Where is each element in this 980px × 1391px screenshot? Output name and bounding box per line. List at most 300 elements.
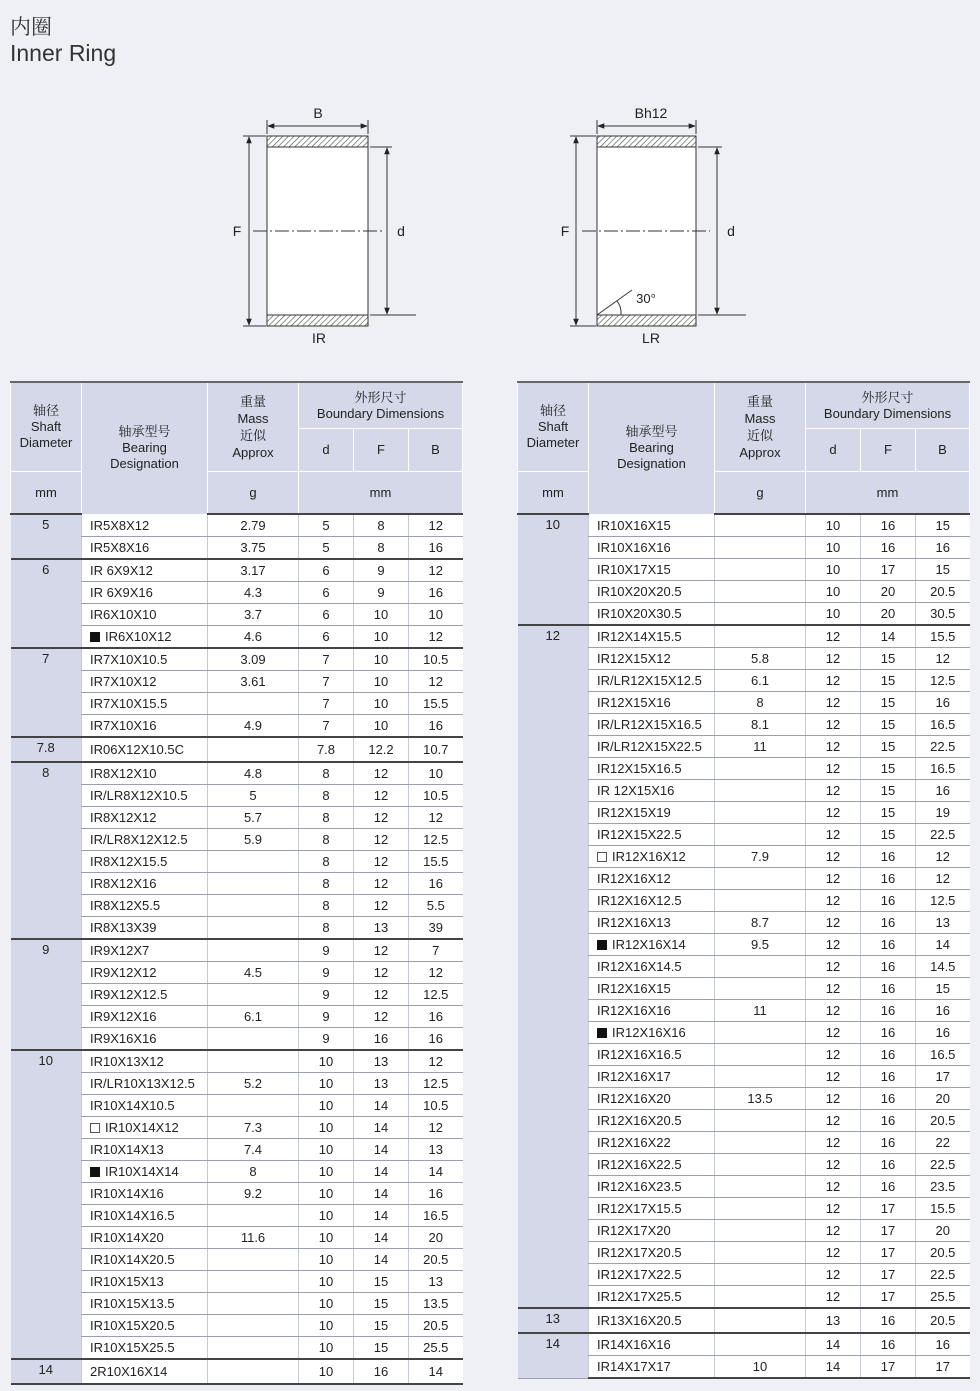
mass-cell [715,1044,806,1066]
mass-cell [715,890,806,912]
designation-cell [82,829,208,851]
designation-cell [589,648,715,670]
f-cell: 10 [354,693,409,715]
b-cell: 13 [409,1139,463,1161]
designation-cell [589,1264,715,1286]
b-cell: 22.5 [916,736,970,758]
designation-text: IR12X14X15.5 [597,629,682,644]
designation-cell [589,581,715,603]
designation-cell [589,780,715,802]
f-cell: 12 [354,984,409,1006]
f-cell: 14 [354,1117,409,1139]
left-dimension-table [10,381,463,1385]
b-cell: 16 [409,582,463,604]
d-cell: 12 [806,1220,861,1242]
designation-text: IR12X17X22.5 [597,1267,682,1282]
b-cell: 19 [916,802,970,824]
designation-text: IR10X15X20.5 [90,1318,175,1333]
designation-text: IR/LR8X12X10.5 [90,788,188,803]
b-cell: 20 [916,1088,970,1110]
header-mass: 重量 Mass 近似 Approx [208,382,299,472]
f-cell: 15 [861,780,916,802]
d-cell: 12 [806,1044,861,1066]
designation-cell [589,603,715,626]
designation-text: IR10X14X20 [90,1230,164,1245]
mass-cell [208,1359,299,1384]
mass-cell: 3.61 [208,671,299,693]
d-cell: 12 [806,846,861,868]
d-cell: 10 [806,537,861,559]
d-cell: 10 [299,1205,354,1227]
title-en: Inner Ring [10,40,117,66]
mass-cell: 11 [715,1000,806,1022]
f-cell: 15 [861,824,916,846]
designation-cell [82,514,208,537]
d-cell: 12 [806,692,861,714]
b-cell: 16 [916,537,970,559]
d-cell: 14 [806,1356,861,1379]
b-cell: 12 [409,1050,463,1073]
filled-square-icon [597,1028,607,1038]
b-cell: 16.5 [916,714,970,736]
f-cell: 14 [861,625,916,648]
f-cell: 16 [861,1088,916,1110]
f-cell: 13 [354,917,409,940]
designation-cell [589,1132,715,1154]
d-cell: 9 [299,1028,354,1051]
f-cell: 16 [861,514,916,537]
b-cell: 14.5 [916,956,970,978]
mass-cell: 7.9 [715,846,806,868]
f-cell: 15 [861,692,916,714]
d-cell: 12 [806,890,861,912]
d-cell: 6 [299,559,354,582]
d-cell: 10 [299,1117,354,1139]
f-cell: 16 [861,1308,916,1333]
mass-cell [715,758,806,780]
f-cell: 10 [354,671,409,693]
table-row [11,1050,463,1073]
designation-cell [82,962,208,984]
b-cell: 16 [409,537,463,560]
designation-text: IR9X12X7 [90,943,150,958]
header-b: B [916,429,970,472]
table-row [518,514,970,537]
f-cell: 12 [354,895,409,917]
d-cell: 12 [806,934,861,956]
designation-text: IR/LR8X12X12.5 [90,832,188,847]
designation-text: IR9X16X16 [90,1031,157,1046]
designation-text: IR10X14X16 [90,1186,164,1201]
d-cell: 12 [806,758,861,780]
b-cell: 20.5 [916,1308,970,1333]
header-boundary: 外形尺寸 Boundary Dimensions [299,382,463,429]
b-cell: 20.5 [916,581,970,603]
mass-cell: 2.79 [208,514,299,537]
designation-cell [82,1315,208,1337]
d-cell: 8 [299,895,354,917]
ring-diagrams [0,0,980,380]
designation-text: IR/LR10X13X12.5 [90,1076,195,1091]
d-cell: 7 [299,671,354,693]
mass-cell [715,1264,806,1286]
open-square-icon [90,1123,100,1133]
b-cell: 12 [916,648,970,670]
designation-text: IR/LR12X15X16.5 [597,717,702,732]
d-cell: 12 [806,1198,861,1220]
lr-label-angle: 30° [636,291,656,306]
shaft-diameter-cell: 9 [11,939,82,1050]
b-cell: 16 [916,1333,970,1356]
b-cell: 10.7 [409,737,463,762]
mass-cell [715,868,806,890]
unit-mass: g [208,472,299,515]
mass-cell [715,1220,806,1242]
designation-cell [589,978,715,1000]
b-cell: 12 [409,807,463,829]
designation-cell [589,1242,715,1264]
mass-cell [715,1242,806,1264]
shaft-diameter-cell: 8 [11,762,82,939]
designation-cell [82,785,208,807]
b-cell: 15 [916,514,970,537]
b-cell: 12.5 [409,1073,463,1095]
b-cell: 16 [916,692,970,714]
mass-cell: 11.6 [208,1227,299,1249]
f-cell: 15 [861,714,916,736]
f-cell: 9 [354,559,409,582]
f-cell: 10 [354,626,409,649]
designation-text: IR14X17X17 [597,1359,671,1374]
unit-shaft: mm [11,472,82,515]
d-cell: 10 [299,1095,354,1117]
f-cell: 15 [354,1337,409,1360]
mass-cell [715,1022,806,1044]
designation-cell [589,736,715,758]
designation-cell [589,868,715,890]
designation-text: IR12X16X14.5 [597,959,682,974]
d-cell: 12 [806,736,861,758]
designation-cell [589,1044,715,1066]
b-cell: 15.5 [409,851,463,873]
mass-cell [208,693,299,715]
mass-cell: 11 [715,736,806,758]
unit-dimensions: mm [806,472,970,515]
header-boundary: 外形尺寸 Boundary Dimensions [806,382,970,429]
designation-text: IR12X15X16.5 [597,761,682,776]
designation-cell [82,851,208,873]
d-cell: 10 [299,1050,354,1073]
f-cell: 12 [354,939,409,962]
mass-cell [715,1286,806,1309]
mass-cell [715,1176,806,1198]
f-cell: 16 [861,1022,916,1044]
f-cell: 16 [861,934,916,956]
mass-cell [715,802,806,824]
f-cell: 17 [861,1264,916,1286]
designation-text: IR7X10X12 [90,674,157,689]
mass-cell [715,1333,806,1356]
designation-text: IR10X20X20.5 [597,584,682,599]
designation-text: IR8X12X10 [90,766,157,781]
d-cell: 10 [299,1073,354,1095]
designation-text: IR12X17X20 [597,1223,671,1238]
d-cell: 9 [299,939,354,962]
filled-square-icon [597,940,607,950]
ir-label-d: d [397,223,405,239]
mass-cell [715,1110,806,1132]
designation-cell [589,1000,715,1022]
designation-text: IR8X12X16 [90,876,157,891]
designation-text: IR 6X9X12 [90,563,153,578]
f-cell: 14 [354,1227,409,1249]
b-cell: 12 [409,514,463,537]
header-mass: 重量 Mass 近似 Approx [715,382,806,472]
b-cell: 20 [916,1220,970,1242]
designation-cell [82,1337,208,1360]
ir-label-name: IR [312,330,326,346]
b-cell: 15.5 [916,1198,970,1220]
unit-shaft: mm [518,472,589,515]
mass-cell: 6.1 [715,670,806,692]
designation-cell [589,912,715,934]
designation-text: IR7X10X10.5 [90,652,168,667]
b-cell: 20.5 [916,1110,970,1132]
designation-cell [82,1359,208,1384]
mass-cell: 5 [208,785,299,807]
designation-text: IR10X17X15 [597,562,671,577]
f-cell: 17 [861,559,916,581]
b-cell: 16 [916,1000,970,1022]
mass-cell [715,581,806,603]
d-cell: 7.8 [299,737,354,762]
mass-cell [208,873,299,895]
b-cell: 12 [409,626,463,649]
d-cell: 12 [806,648,861,670]
designation-text: IR12X16X22 [597,1135,671,1150]
designation-cell [82,537,208,560]
f-cell: 16 [861,868,916,890]
d-cell: 12 [806,868,861,890]
mass-cell: 8.7 [715,912,806,934]
b-cell: 10 [409,762,463,785]
designation-cell [82,693,208,715]
designation-cell [82,648,208,671]
f-cell: 16 [861,1000,916,1022]
f-cell: 12 [354,1006,409,1028]
mass-cell [208,1028,299,1051]
f-cell: 14 [354,1183,409,1205]
b-cell: 16 [409,1028,463,1051]
b-cell: 15.5 [916,625,970,648]
table-row [518,625,970,648]
designation-text: IR10X14X14 [105,1164,179,1179]
mass-cell [715,1132,806,1154]
designation-cell [589,956,715,978]
designation-cell [82,582,208,604]
mass-cell [208,1205,299,1227]
d-cell: 10 [299,1161,354,1183]
f-cell: 12 [354,785,409,807]
designation-text: IR 6X9X16 [90,585,153,600]
designation-cell [82,715,208,738]
f-cell: 17 [861,1220,916,1242]
designation-cell [589,890,715,912]
designation-cell [589,934,715,956]
designation-text: IR10X20X30.5 [597,606,682,621]
designation-text: IR7X10X16 [90,718,157,733]
b-cell: 13 [916,912,970,934]
designation-text: IR10X16X15 [597,517,671,533]
table-row [11,648,463,671]
designation-cell [82,1205,208,1227]
designation-cell [589,670,715,692]
designation-cell [82,939,208,962]
f-cell: 8 [354,537,409,560]
designation-text: IR12X16X16.5 [597,1047,682,1062]
b-cell: 12.5 [409,984,463,1006]
b-cell: 16 [409,873,463,895]
b-cell: 12 [409,671,463,693]
designation-cell [82,1271,208,1293]
shaft-diameter-cell: 12 [518,625,589,1308]
designation-cell [82,895,208,917]
mass-cell: 5.8 [715,648,806,670]
designation-cell [589,559,715,581]
designation-cell [589,1286,715,1309]
designation-cell [589,824,715,846]
d-cell: 10 [299,1315,354,1337]
designation-cell [589,802,715,824]
title-zh: 内圈 [10,15,52,39]
designation-text: 2R10X16X14 [90,1364,168,1379]
designation-text: IR12X16X12 [612,849,686,864]
d-cell: 10 [806,514,861,537]
table-row [518,1333,970,1356]
mass-cell [208,737,299,762]
designation-text: IR12X16X14 [612,937,686,952]
d-cell: 6 [299,626,354,649]
designation-cell [589,537,715,559]
designation-cell [589,1198,715,1220]
mass-cell [208,1271,299,1293]
f-cell: 14 [354,1205,409,1227]
mass-cell: 5.9 [208,829,299,851]
lr-label-name: LR [642,330,660,346]
b-cell: 10.5 [409,785,463,807]
f-cell: 12 [354,851,409,873]
lr-label-f: F [560,223,570,239]
b-cell: 16.5 [916,1044,970,1066]
mass-cell [715,1198,806,1220]
d-cell: 7 [299,648,354,671]
designation-cell [589,758,715,780]
designation-text: IR6X10X10 [90,607,157,622]
designation-text: IR 12X15X16 [597,783,675,798]
f-cell: 16 [861,1333,916,1356]
designation-cell [82,1028,208,1051]
designation-cell [589,625,715,648]
designation-cell [589,1066,715,1088]
header-d: d [806,429,861,472]
b-cell: 13 [409,1271,463,1293]
b-cell: 16 [916,780,970,802]
f-cell: 10 [354,604,409,626]
designation-text: IR12X16X13 [597,915,671,930]
mass-cell [208,917,299,940]
filled-square-icon [90,1167,100,1177]
designation-text: IR12X16X23.5 [597,1179,682,1194]
shaft-diameter-cell: 7 [11,648,82,737]
header-f: F [354,429,409,472]
mass-cell: 5.7 [208,807,299,829]
mass-cell [208,1095,299,1117]
mass-cell [208,1293,299,1315]
b-cell: 15 [916,978,970,1000]
shaft-diameter-cell: 6 [11,559,82,648]
mass-cell: 7.4 [208,1139,299,1161]
d-cell: 12 [806,625,861,648]
d-cell: 14 [806,1333,861,1356]
f-cell: 12 [354,807,409,829]
designation-text: IR12X15X22.5 [597,827,682,842]
designation-text: IR9X12X12.5 [90,987,168,1002]
shaft-diameter-cell: 5 [11,514,82,559]
mass-cell: 8 [208,1161,299,1183]
d-cell: 12 [806,780,861,802]
shaft-diameter-cell: 14 [518,1333,589,1378]
designation-cell [82,559,208,582]
f-cell: 12 [354,962,409,984]
designation-cell [82,762,208,785]
designation-cell [82,1050,208,1073]
mass-cell [715,559,806,581]
b-cell: 30.5 [916,603,970,626]
designation-text: IR12X16X20.5 [597,1113,682,1128]
f-cell: 12.2 [354,737,409,762]
designation-cell [589,1022,715,1044]
ir-diagram [243,120,416,326]
designation-text: IR5X8X12 [90,517,150,533]
designation-text: IR9X12X16 [90,1009,157,1024]
b-cell: 22.5 [916,1154,970,1176]
f-cell: 16 [861,890,916,912]
designation-text: IR10X14X10.5 [90,1098,175,1113]
mass-cell [715,537,806,559]
f-cell: 9 [354,582,409,604]
f-cell: 16 [861,1066,916,1088]
mass-cell [715,824,806,846]
f-cell: 16 [354,1028,409,1051]
d-cell: 7 [299,715,354,738]
designation-text: IR12X16X12 [597,871,671,886]
b-cell: 5.5 [409,895,463,917]
unit-mass: g [715,472,806,515]
designation-text: IR12X16X12.5 [597,893,682,908]
header-designation: 轴承型号 Bearing Designation [82,382,208,514]
b-cell: 13.5 [409,1293,463,1315]
f-cell: 15 [354,1315,409,1337]
f-cell: 16 [861,1044,916,1066]
b-cell: 16.5 [916,758,970,780]
designation-text: IR10X14X12 [105,1120,179,1135]
d-cell: 12 [806,670,861,692]
f-cell: 17 [861,1286,916,1309]
f-cell: 16 [861,537,916,559]
designation-text: IR12X16X20 [597,1091,671,1106]
designation-text: IR12X15X12 [597,651,671,666]
designation-cell [589,514,715,537]
